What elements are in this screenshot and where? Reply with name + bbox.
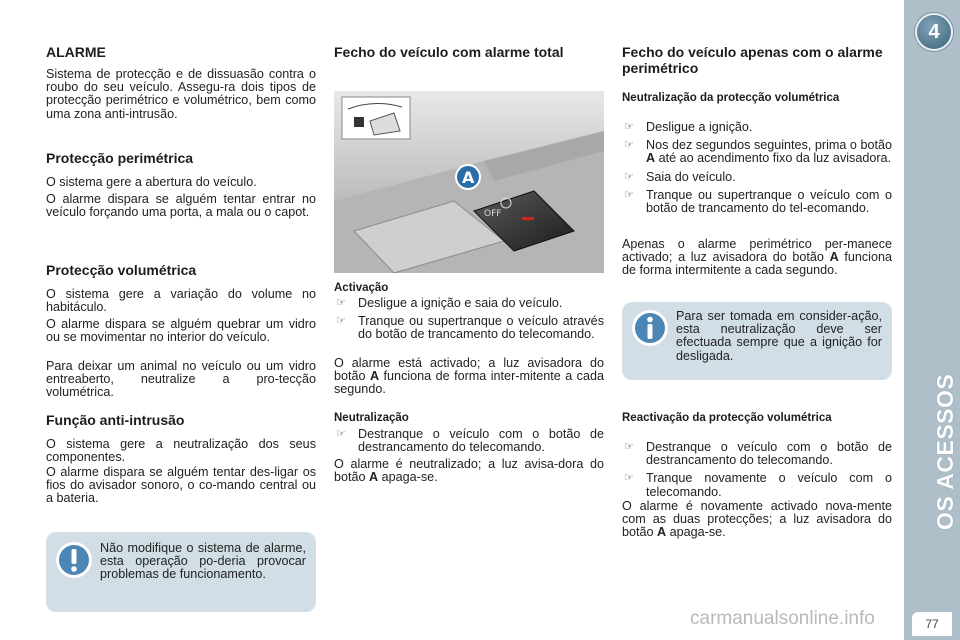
list-item: ☞ Saia do veículo. <box>624 169 736 184</box>
info-box <box>622 302 892 380</box>
activation-note: O alarme está activado; a luz avisadora do botão A funciona de forma inter-mitente a cada segundo. <box>334 356 604 397</box>
anti-intrusion-p1: O sistema gere a neutralização dos seus componentes. <box>46 437 316 465</box>
button-a-label: A <box>462 168 475 187</box>
info-text: Para ser tomada em consider-ação, esta neutralização deve ser efectuada sempre que a ignição for desligada. <box>676 309 882 363</box>
chapter-badge <box>915 13 953 51</box>
neutralization-heading: Neutralização <box>334 412 409 424</box>
volumetric-neutralization-heading: Neutralização da protecção volumétrica <box>622 92 840 104</box>
full-alarm-heading: Fecho do veículo com alarme total <box>334 44 564 60</box>
warning-box <box>46 532 316 612</box>
reactivation-list <box>622 441 892 504</box>
warning-text: Não modifique o sistema de alarme, esta operação po-deria provocar problemas de funcionamento. <box>100 541 306 582</box>
list-item: ☞ Tranque ou supertranque o veículo com o botão de trancamento do tel-ecomando. <box>624 187 892 216</box>
chapter-sidebar <box>904 0 960 640</box>
volumetric-p3: Para deixar um animal no veículo ou um vidro entreaberto, neutralize a pro-tecção volumétrica. <box>46 359 316 400</box>
volumetric-p2: O alarme dispara se alguém quebrar um vidro ou se movimentar no interior do veículo. <box>46 317 316 345</box>
list-item: ☞ Desligue a ignição. <box>624 120 753 134</box>
list-item: ☞ Tranque ou supertranque o veículo através do botão de trancamento do telecomando. <box>336 314 604 342</box>
alarm-button-illustration <box>334 91 604 273</box>
perimetric-only-note: Apenas o alarme perimétrico per-manece activado; a luz avisadora do botão A funciona de forma intermitente a cada segundo. <box>622 237 892 278</box>
reactivation-note: O alarme é novamente activado nova-mente com as duas protecções; a luz avisadora do botão A apaga-se. <box>622 499 892 540</box>
chapter-number: 4 <box>928 21 940 43</box>
neutralization-note: O alarme é neutralizado; a luz avisa-dora do botão A apaga-se. <box>334 457 604 485</box>
button-off-label: OFF <box>484 209 502 219</box>
info-icon <box>630 308 670 348</box>
reactivation-heading: Reactivação da protecção volumétrica <box>622 412 832 424</box>
volumetric-heading: Protecção volumétrica <box>46 262 197 278</box>
volumetric-p1: O sistema gere a variação do volume no habitáculo. <box>46 287 316 315</box>
list-item: ☞ Destranque o veículo com o botão de destrancamento do telecomando. <box>336 427 604 455</box>
hand-pointer-icon: ☞ <box>624 472 634 485</box>
perimetric-p2: O alarme dispara se alguém tentar entrar no veículo forçando uma porta, a mala ou o capot. <box>46 192 316 220</box>
neutralization-steps <box>622 121 892 220</box>
perimetric-p1: O sistema gere a abertura do veículo. <box>46 175 257 189</box>
perimetric-only-heading: Fecho do veículo apenas com o alarme perimétrico <box>622 44 883 76</box>
list-item: ☞ Nos dez segundos seguintes, prima o botão A até ao acendimento fixo da luz avisadora. <box>624 138 892 166</box>
hand-pointer-icon: ☞ <box>624 188 634 201</box>
hand-pointer-icon: ☞ <box>624 139 634 152</box>
alarme-heading: ALARME <box>46 44 106 60</box>
hand-pointer-icon: ☞ <box>336 297 346 309</box>
anti-intrusion-heading: Função anti-intrusão <box>46 412 185 428</box>
watermark: carmanualsonline.info <box>690 608 875 629</box>
hand-pointer-icon: ☞ <box>624 121 634 133</box>
hand-pointer-icon: ☞ <box>336 428 346 440</box>
anti-intrusion-p2: O alarme dispara se alguém tentar des-ligar os fios do avisador sonoro, o co-mando central ou a bateria. <box>46 465 316 506</box>
page-number: 77 <box>912 612 952 636</box>
list-item: ☞ Tranque novamente o veículo com o telecomando. <box>624 471 892 499</box>
perimetric-heading: Protecção perimétrica <box>46 150 194 166</box>
neutralization-list <box>334 428 604 459</box>
alarme-intro: Sistema de protecção e de dissuasão contra o roubo do seu veículo. Assegu-ra dois tipos de protecção perimétrico e volumétrico, bem como uma zona anti-intrusão. <box>46 67 316 121</box>
list-item: ☞ Desligue a ignição e saia do veículo. <box>336 296 563 310</box>
activation-list <box>334 297 604 347</box>
activation-heading: Activação <box>334 282 389 294</box>
exclamation-icon <box>54 540 94 580</box>
hand-pointer-icon: ☞ <box>336 315 346 328</box>
hand-pointer-icon: ☞ <box>624 170 634 183</box>
chapter-title: OS ACESSOS <box>932 373 958 530</box>
list-item: ☞ Destranque o veículo com o botão de destrancamento do telecomando. <box>624 440 892 468</box>
hand-pointer-icon: ☞ <box>624 441 634 453</box>
